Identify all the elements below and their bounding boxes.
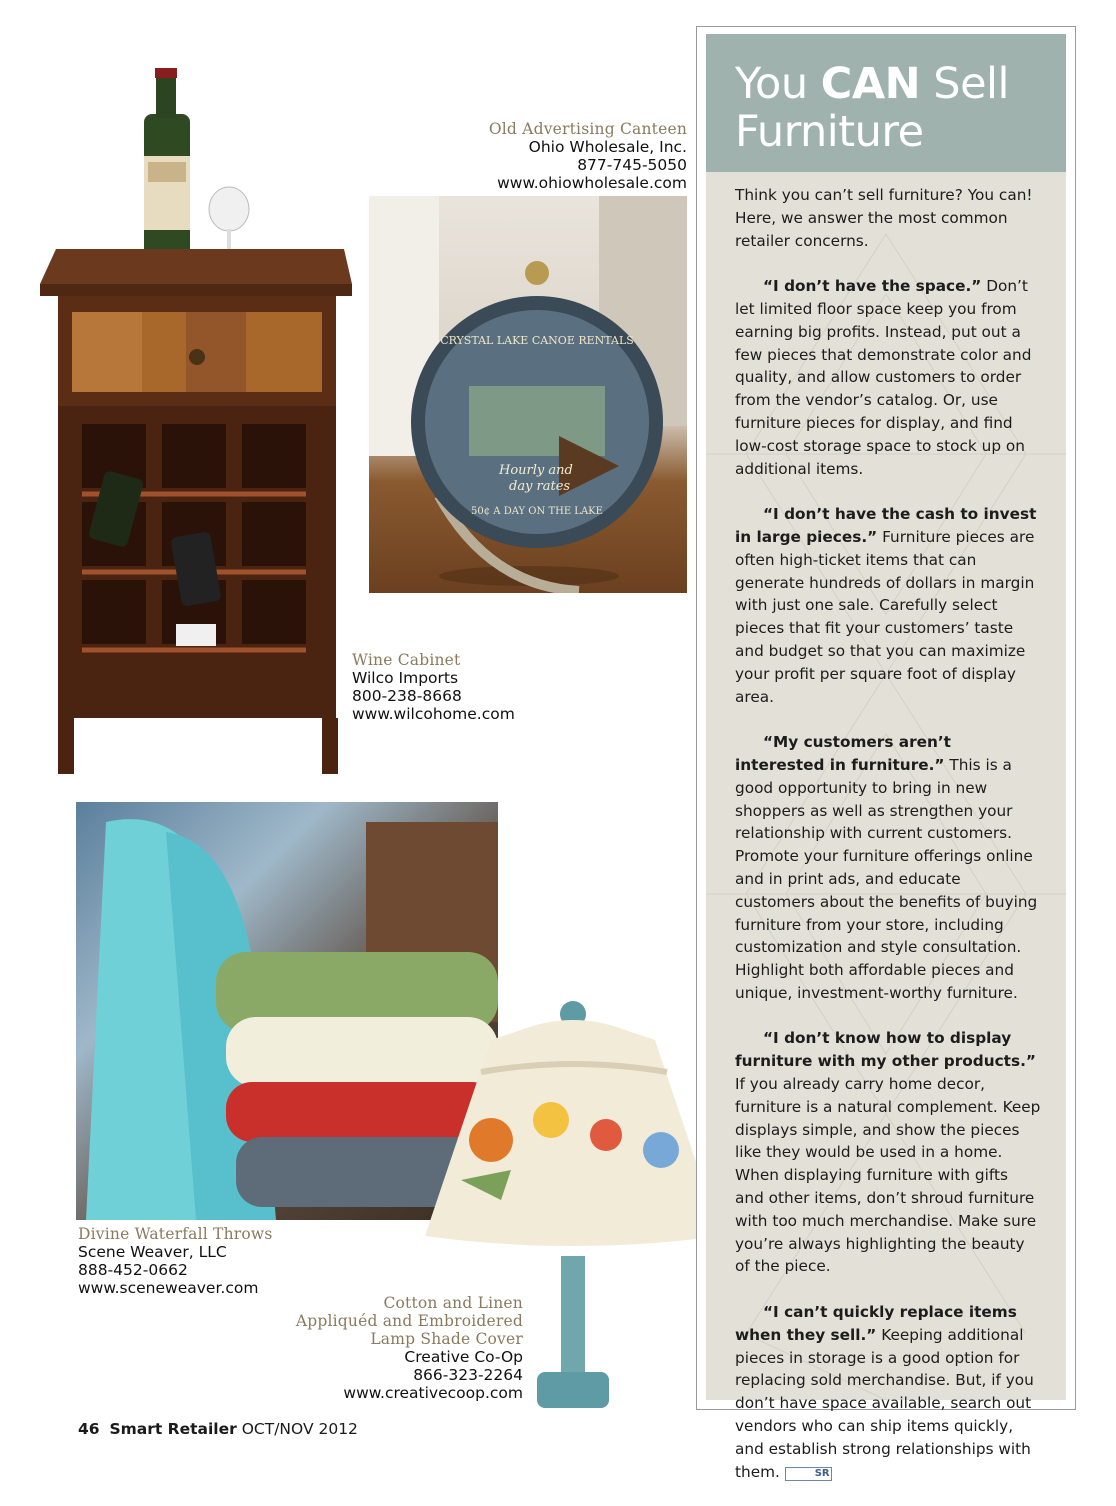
title-text: You [735,59,821,109]
intro-paragraph: Think you can’t sell furniture? You can! Here, we answer the most common retailer concerns. [735,186,1033,250]
page-number: 46 [78,1420,100,1438]
paragraph-text: If you already carry home decor, furniture is a natural complement. Keep displays simple, and show the pieces like they would be used in a home. When displaying furniture with gifts and other items, don’t shroud furniture with too much merchandise. Make sure you’re always highlighting the beauty of the piece. [735,1075,1041,1276]
product-name: Appliquéd and Embroidered [295,1312,523,1330]
website-link[interactable]: www.wilcohome.com [352,705,515,723]
wine-cabinet-photo [36,64,358,780]
phone-number: 866-323-2264 [413,1366,523,1384]
article-paragraph [735,1301,1041,1483]
sidebar-article [735,184,1041,1506]
paragraph-text: Furniture pieces are often high-ticket items that can generate hundreds of dollars in margin with just one sale. Carefully select pieces that fit your customers’ taste and budget so that you can maximize your profit per square foot of display area. [735,527,1035,706]
phone-number: 800-238-8668 [352,687,462,705]
magazine-name: Smart Retailer [109,1420,237,1438]
article-paragraph [735,503,1041,708]
website-link[interactable]: www.sceneweaver.com [78,1279,259,1297]
paragraph-text: This is a good opportunity to bring in new shoppers as well as strengthen your relationship with current customers. Promote your furniture offerings online and in print ads, and educate customers about the benefits of buying furniture from your store, including customization and style consultation. Highlight both affordable pieces and unique, investment-worthy furniture. [735,755,1038,1002]
website-link[interactable]: www.creativecoop.com [343,1384,523,1402]
paragraph-lead: “My customers aren’t interested in furniture.” [735,733,951,774]
company-name: Ohio Wholesale, Inc. [528,138,687,156]
canteen-photo [369,196,687,593]
article-paragraph [735,275,1041,480]
product-name: Lamp Shade Cover [370,1330,523,1348]
company-name: Creative Co-Op [404,1348,523,1366]
product-name: Divine Waterfall Throws [78,1225,273,1243]
paragraph-text: Keeping additional pieces in storage is a good option for replacing sold merchandise. But, if you don’t have space available, search out vendors who can ship items quickly, and establish strong relationships with them. [735,1325,1034,1481]
title-emphasis: CAN [820,59,921,109]
company-name: Scene Weaver, LLC [78,1243,227,1261]
paragraph-lead: “I don’t have the cash to invest in large pieces.” [735,505,1037,546]
paragraph-lead: “I can’t quickly replace items when they sell.” [735,1303,1017,1344]
article-paragraph [735,1027,1041,1278]
page-footer [78,1420,358,1438]
phone-number: 877-745-5050 [577,156,687,174]
end-mark-icon: SR [785,1467,832,1481]
title-text: Sell [920,59,1009,109]
issue-date: OCT/NOV 2012 [241,1420,358,1438]
canteen-label: 50¢ A DAY ON THE LAKE [471,506,603,517]
paragraph-lead: “I don’t know how to display furniture with my other products.” [735,1029,1036,1071]
canteen-label: day rates [509,479,571,494]
cabinet-caption [352,651,572,723]
canteen-label: Hourly and [499,463,573,478]
canteen-caption [430,120,687,192]
article-paragraph [735,731,1041,1005]
canteen-label: CRYSTAL LAKE CANOE RENTALS [440,334,634,347]
throws-caption [78,1225,318,1297]
product-name: Old Advertising Canteen [488,120,687,138]
company-name: Wilco Imports [352,669,459,687]
sidebar-title [735,60,1065,156]
paragraph-lead: “I don’t have the space.” [763,277,982,296]
phone-number: 888-452-0662 [78,1261,188,1279]
paragraph-text: Don’t let limited floor space keep you from earning big profits. Instead, put out a few pieces that demonstrate color and quality, and allow customers to order from the vendor’s catalog. Or, use furniture pieces for display, and find low-cost storage space to stock up on additional items. [735,277,1032,478]
title-text: Furniture [735,107,924,157]
product-name: Cotton and Linen [383,1294,523,1312]
product-name: Wine Cabinet [352,651,461,669]
website-link[interactable]: www.ohiowholesale.com [497,174,687,192]
lamp-caption [290,1294,523,1402]
